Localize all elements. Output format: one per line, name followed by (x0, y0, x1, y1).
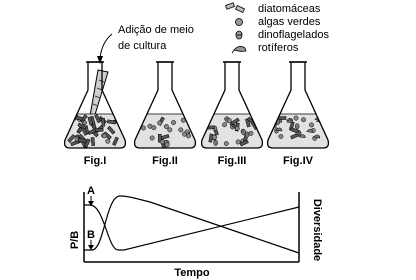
diatom (95, 128, 103, 131)
green-alga (182, 132, 186, 136)
annotation-arrow (100, 34, 112, 58)
green-alga (279, 134, 283, 138)
legend-label-green-algae: algas verdes (258, 16, 321, 28)
green-alga (160, 140, 164, 144)
green-alga (171, 120, 175, 124)
green-alga (309, 123, 313, 127)
dinoflagellate (245, 132, 249, 138)
legend-label-diatoms: diatomáceas (258, 3, 321, 15)
green-alga (150, 136, 154, 140)
green-alga (235, 126, 239, 130)
annotation-line1: Adição de meio (118, 24, 194, 36)
graph-xlabel: Tempo (174, 267, 210, 279)
green-alga (165, 143, 169, 147)
graph-ylabel-right: Diversidade (311, 198, 323, 262)
flask (60, 62, 130, 167)
green-alga (236, 140, 240, 144)
flask (197, 62, 267, 167)
green-alga (157, 121, 161, 125)
rotifer-icon (232, 46, 246, 53)
green-alga (227, 118, 231, 122)
flask-label: Fig.III (217, 155, 247, 167)
legend-label-rotifers: rotíferos (258, 42, 299, 54)
green-alga (222, 122, 226, 126)
green-alga (212, 135, 216, 139)
marker-b: B (87, 229, 95, 241)
green-alga (106, 139, 110, 143)
diatom (78, 139, 86, 143)
flask (263, 62, 333, 167)
green-alga (164, 124, 168, 128)
dinoflagellate-icon (236, 31, 242, 39)
flask-label: Fig.IV (283, 155, 313, 167)
legend-label-dinoflagellates: dinoflagelados (258, 29, 329, 41)
legend (226, 3, 330, 54)
dinoflagellate (295, 124, 299, 130)
flask-label: Fig.II (152, 155, 178, 167)
annotation-line2: de cultura (118, 40, 167, 52)
pipette (90, 70, 108, 118)
dinoflagellate (214, 140, 218, 146)
diatom-icon (226, 3, 245, 13)
green-alga (294, 116, 298, 120)
graph-ylabel-left: P/B (69, 230, 81, 250)
pb-curve (84, 205, 299, 250)
flask-label: Fig.I (83, 155, 107, 167)
graph (69, 185, 323, 279)
green-alga (148, 124, 152, 128)
green-alga (179, 128, 183, 132)
diatom (102, 118, 105, 126)
diversity-curve (84, 196, 299, 253)
diatom (91, 137, 95, 145)
green-alga (301, 117, 305, 121)
green-alga (224, 141, 228, 145)
green-alga (102, 134, 106, 138)
green-alga (168, 128, 172, 132)
green-alga (249, 131, 253, 135)
flask (130, 62, 200, 167)
green-algae-icon (236, 19, 243, 26)
marker-a: A (87, 185, 95, 197)
